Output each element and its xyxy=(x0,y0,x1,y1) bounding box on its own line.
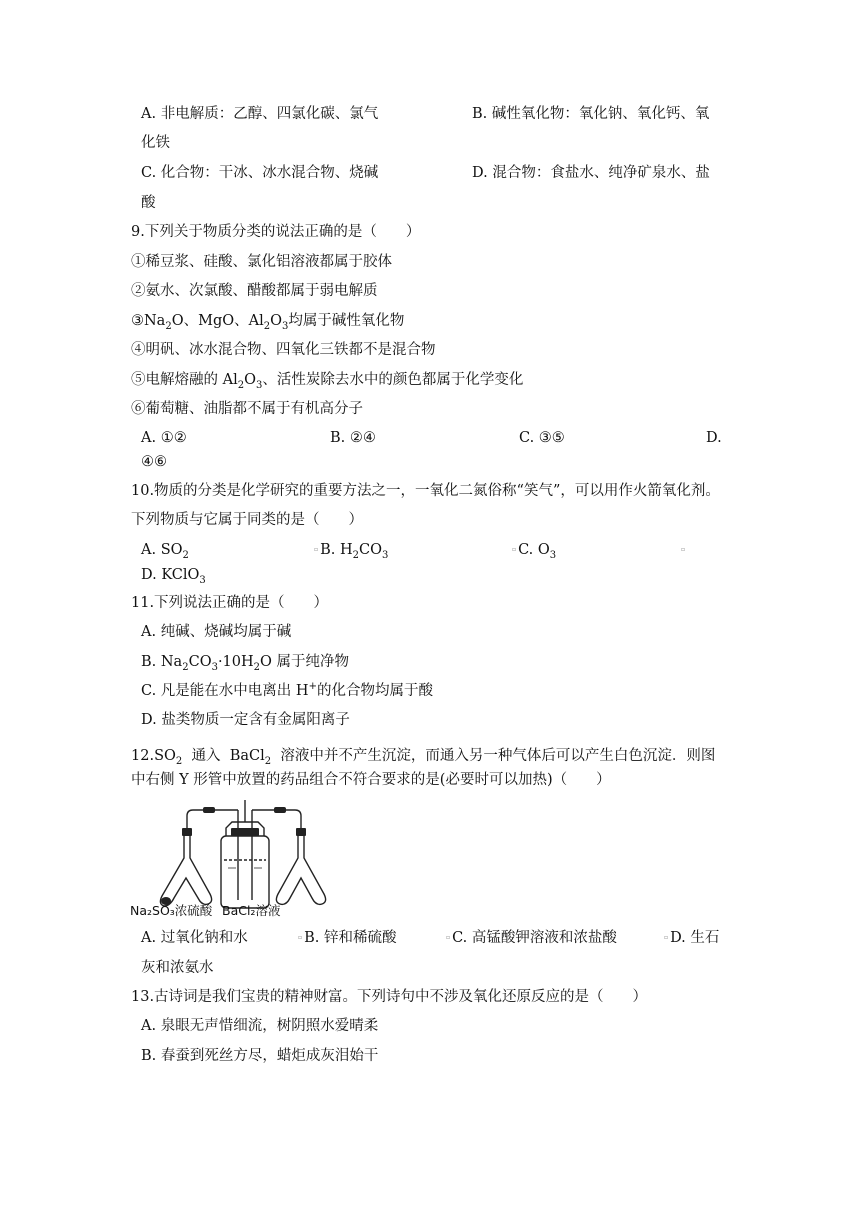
q12-option-b: ▫ B. 锌和稀硫酸 xyxy=(298,930,397,946)
q13-option-a: A. 泉眼无声惜细流，树阴照水爱晴柔 xyxy=(141,1018,379,1034)
q8-option-b: B. 碱性氧化物：氧化钠、氧化钙、氧 xyxy=(472,106,710,122)
q8-option-b-cont: 化铁 xyxy=(141,135,170,151)
q11-option-a: A. 纯碱、烧碱均属于碱 xyxy=(141,624,292,640)
q9-statement-6: ⑥葡萄糖、油脂都不属于有机高分子 xyxy=(131,401,363,417)
apparatus-label-reagents: Na₂SO₃浓硫酸 xyxy=(130,903,213,918)
q12-option-d-cont: 灰和浓氨水 xyxy=(141,960,214,976)
q9-stem: 9.下列关于物质分类的说法正确的是（ ） xyxy=(131,224,421,240)
q9-option-b: B. ②④ xyxy=(330,430,376,446)
q8-option-a: A. 非电解质：乙醇、四氯化碳、氯气 xyxy=(141,106,379,122)
q11-stem: 11.下列说法正确的是（ ） xyxy=(131,595,329,611)
q12-stem-line1: $12.SO_2$ 通入 BaCl$_2$ 溶液中并不产生沉淀，而通入另一种气体后可以产生白色沉淀．则图 xyxy=(131,748,716,767)
q13-stem: 13.古诗词是我们宝贵的精神财富。下列诗句中不涉及氧化还原反应的是（ ） xyxy=(131,989,648,1005)
q12-stem-line2: 中右侧 Y 形管中放置的药品组合不符合要求的是(必要时可以加热)（ ） xyxy=(131,772,611,788)
q10-end-mark: ▫ xyxy=(681,546,686,553)
q9-statement-3: $③Na_2O$、MgO、$Al_2O_3$均属于碱性氧化物 xyxy=(131,313,405,332)
q10-option-b: ▫ B. $H_2CO_3$ xyxy=(314,542,389,561)
q9-option-d: D. xyxy=(706,430,722,446)
q9-option-c: C. ③⑤ xyxy=(519,430,565,446)
q9-statement-5: ⑤电解熔融的 $Al_2O_3$、活性炭除去水中的颜色都属于化学变化 xyxy=(131,372,524,391)
q9-statement-2: ②氨水、次氯酸、醋酸都属于弱电解质 xyxy=(131,283,378,299)
q11-option-b: B. $Na_2CO_3\cdot 10H_2O$ 属于纯净物 xyxy=(141,654,350,673)
q10-option-a: A. $SO_2$ xyxy=(141,542,189,561)
q10-option-d: D. KClO$_3$ xyxy=(141,567,206,586)
q9-statement-1: ①稀豆浆、硅酸、氯化铝溶液都属于胶体 xyxy=(131,254,392,270)
q10-stem-line2: 下列物质与它属于同类的是（ ） xyxy=(131,512,363,528)
q11-option-c: C. 凡是能在水中电离出 H+的化合物均属于酸 xyxy=(141,681,433,699)
q8-option-d: D. 混合物：食盐水、纯净矿泉水、盐 xyxy=(472,165,710,181)
q12-option-a: A. 过氧化钠和水 xyxy=(141,930,248,946)
apparatus-label-bacl2: BaCl₂溶液 xyxy=(222,903,281,918)
q9-option-a: A. ①② xyxy=(141,430,187,446)
q12-option-c: ▫ C. 高锰酸钾溶液和浓盐酸 xyxy=(446,930,617,946)
q13-option-b: B. 春蚕到死丝方尽，蜡炬成灰泪始干 xyxy=(141,1048,379,1064)
q10-option-c: ▫ C. $O_3$ xyxy=(512,542,557,561)
q9-statement-4: ④明矾、冰水混合物、四氧化三铁都不是混合物 xyxy=(131,342,436,358)
apparatus-figure xyxy=(128,798,343,922)
q10-stem-line1: 10.物质的分类是化学研究的重要方法之一，一氧化二氮俗称“笑气”，可以用作火箭氧化剂。 xyxy=(131,483,720,499)
q11-option-d: D. 盐类物质一定含有金属阳离子 xyxy=(141,712,350,728)
q8-option-c: C. 化合物：干冰、冰水混合物、烧碱 xyxy=(141,165,379,181)
q8-option-d-cont: 酸 xyxy=(141,195,156,211)
q12-option-d: ▫ D. 生石 xyxy=(664,930,720,946)
q9-option-d-cont: ④⑥ xyxy=(141,454,167,470)
